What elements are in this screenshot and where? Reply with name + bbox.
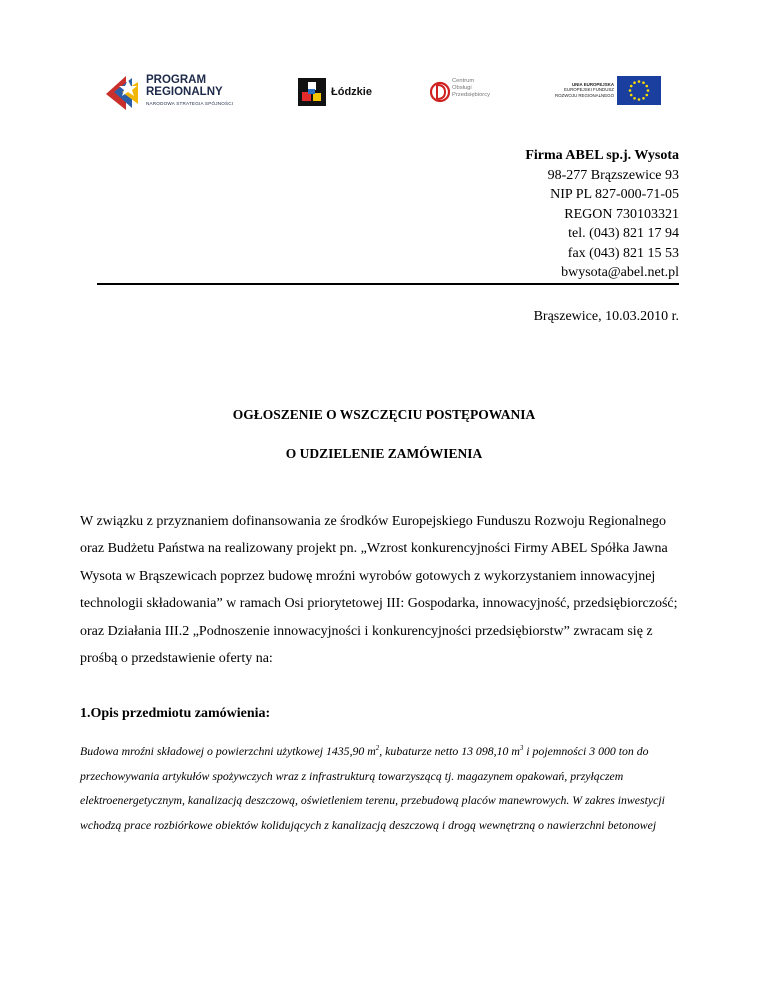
company-email: bwysota@abel.net.pl bbox=[561, 265, 679, 280]
cop-line2: Obsługi bbox=[452, 85, 472, 91]
place-date: Brąszewice, 10.03.2010 r. bbox=[533, 309, 679, 324]
eu-star bbox=[630, 94, 633, 97]
eu-flag-icon bbox=[617, 76, 661, 105]
intro-paragraph: W związku z przyznaniem dofinansowania ze środków Europejskiego Funduszu Rozwoju Regionalnego oraz Budżetu Państwa na realizowany projekt pn. „Wzrost konkurencyjności Firmy ABEL Spółka Jawna Wysota w Brąszewicach poprzez budowę mroźni wyrobów gotowych z wykorzystaniem innowacyjnej technologii składowania” w ramach Osi priorytetowej III: Gospodarka, innowacyjność, przedsiębiorczość; oraz Działania III.2 „Podnoszenie innowacyjności i konkurencyjności przedsiębiorstw” zwracam się z prośbą o przedstawienie oferty na: bbox=[80, 514, 678, 667]
cop-line1: Centrum bbox=[452, 78, 475, 84]
eu-star bbox=[645, 94, 648, 97]
pr-subtitle: NARODOWA STRATEGIA SPÓJNOŚCI bbox=[146, 101, 234, 106]
pr-line2: REGIONALNY bbox=[146, 86, 223, 98]
company-info bbox=[525, 146, 679, 283]
company-address: 98-277 Brązszewice 93 bbox=[547, 167, 679, 183]
logo-bar bbox=[0, 68, 768, 118]
eu-star bbox=[633, 97, 636, 100]
desc-part3: i pojemności 3 000 ton do przechowywania artykułów spożywczych wraz z infrastrukturą towarzyszącą tj. magazynem opakowań, przyłączem elektroenergetycznym, kanalizacją deszczową, oświetleniem terenu, przebudową placów manewrowych. W zakres inwestycji wchodzą prace rozbiórkowe obiektów kolidujących z kanalizacją deszczową i drogą wewnętrzną o nawierzchni betonowej bbox=[80, 744, 665, 832]
cop-icon bbox=[430, 78, 450, 108]
eu-star bbox=[638, 98, 641, 101]
lodzkie-label: Łódzkie bbox=[331, 86, 372, 98]
program-regionalny-logo bbox=[104, 70, 254, 114]
eu-star bbox=[642, 97, 645, 100]
eu-star bbox=[645, 85, 648, 88]
document-title-line2: O UDZIELENIE ZAMÓWIENIA bbox=[285, 446, 483, 461]
eu-logo bbox=[548, 76, 660, 106]
eu-star bbox=[642, 81, 645, 84]
eu-star bbox=[633, 81, 636, 84]
eu-star bbox=[647, 89, 650, 92]
eu-line3: ROZWOJU REGIONALNEGO bbox=[554, 92, 614, 98]
section-description bbox=[80, 739, 700, 837]
eu-line2: EUROPEJSKI FUNDUSZ bbox=[563, 87, 614, 93]
program-regionalny-icon bbox=[104, 72, 144, 112]
eu-line1: UNIA EUROPEJSKA bbox=[571, 82, 614, 87]
company-fax: fax (043) 821 15 53 bbox=[567, 245, 679, 261]
company-nip: NIP PL 827-000-71-05 bbox=[550, 187, 679, 202]
cop-line3: Przedsiębiorcy bbox=[452, 92, 491, 98]
company-tel: tel. (043) 821 17 94 bbox=[568, 226, 679, 241]
eu-star bbox=[629, 89, 632, 92]
desc-part2: , kubaturze netto 13 098,10 m bbox=[379, 744, 520, 758]
section-heading: 1.Opis przedmiotu zamówienia: bbox=[80, 706, 271, 721]
header-divider bbox=[97, 283, 679, 285]
company-regon: REGON 730103321 bbox=[564, 206, 679, 222]
eu-star bbox=[630, 85, 633, 88]
desc-part1: Budowa mroźni składowej o powierzchni użytkowej 1435,90 m bbox=[80, 744, 376, 758]
lodzkie-logo bbox=[298, 78, 398, 108]
cop-logo bbox=[430, 76, 510, 112]
desc-sup2: 3 bbox=[519, 744, 524, 753]
eu-star bbox=[638, 80, 641, 83]
desc-sup1: 2 bbox=[375, 744, 380, 753]
lodzkie-icon bbox=[298, 78, 326, 106]
pr-line1: PROGRAM bbox=[146, 74, 207, 86]
company-name: Firma ABEL sp.j. Wysota bbox=[525, 148, 679, 163]
document-title-line1: OGŁOSZENIE O WSZCZĘCIU POSTĘPOWANIA bbox=[232, 407, 536, 422]
